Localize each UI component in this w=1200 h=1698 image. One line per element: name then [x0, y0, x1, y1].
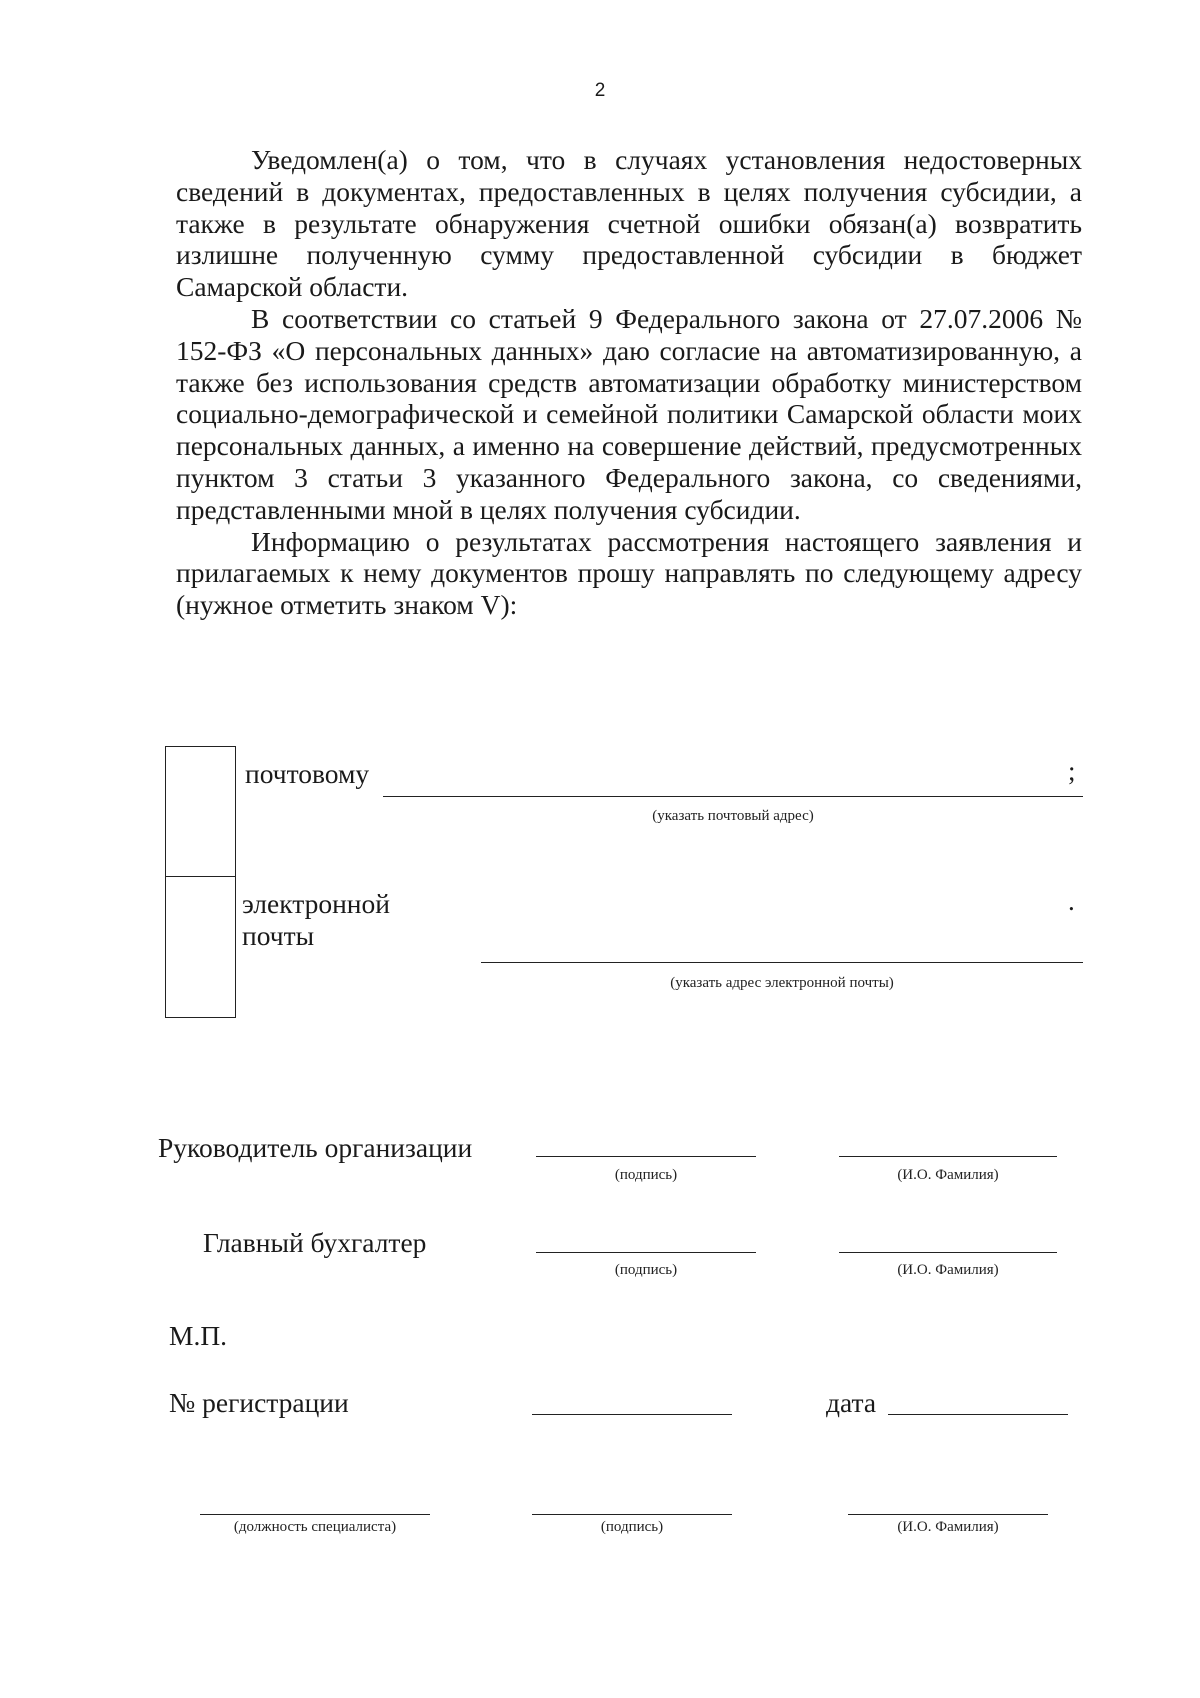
- postal-checkbox[interactable]: [165, 746, 236, 877]
- date-label: дата: [826, 1387, 877, 1418]
- postal-address-caption: (указать почтовый адрес): [652, 808, 814, 824]
- paragraph-refund-notice: Уведомлен(а) о том, что в случаях установления недостоверных сведений в документах, предоставленных в целях получения субсидии, а также в результате обнаружения счетной ошибки обязан(а) возвратить излишне полученную сумму предоставленной субсидии в бюджет Самарской области.: [176, 144, 1082, 303]
- head-signature-caption: (подпись): [614, 1167, 678, 1183]
- email-address-caption: (указать адрес электронной почты): [670, 975, 894, 991]
- registration-number-field[interactable]: [532, 1414, 732, 1415]
- email-period: .: [1068, 886, 1075, 916]
- specialist-position-field[interactable]: [200, 1514, 430, 1515]
- head-name-field[interactable]: [839, 1156, 1057, 1157]
- postal-option-label: почтовому: [245, 758, 370, 789]
- stamp-mark: М.П.: [169, 1320, 228, 1351]
- head-name-caption: (И.О. Фамилия): [897, 1167, 999, 1183]
- specialist-name-field[interactable]: [848, 1514, 1048, 1515]
- specialist-signature-caption: (подпись): [600, 1519, 664, 1535]
- postal-address-field[interactable]: [383, 796, 1083, 797]
- accountant-signature-caption: (подпись): [614, 1262, 678, 1278]
- registration-number-label: № регистрации: [169, 1387, 349, 1418]
- accountant-name-field[interactable]: [839, 1252, 1057, 1253]
- specialist-signature-field[interactable]: [532, 1514, 732, 1515]
- paragraph-personal-data-consent: В соответствии со статьей 9 Федерального закона от 27.07.2006 № 152-ФЗ «О персональных данных» даю согласие на автоматизированную, а также без использования средств автоматизации обработку министерством социально-демографической и семейной политики Самарской области моих персональных данных, а именно на совершение действий, предусмотренных пунктом 3 статьи 3 указанного Федерального закона, со сведениями, представленными мной в целях получения субсидии.: [176, 302, 1082, 525]
- declaration-text: [176, 144, 1082, 621]
- head-of-organization-label: Руководитель организации: [158, 1132, 473, 1163]
- email-address-field[interactable]: [481, 962, 1083, 963]
- specialist-position-caption: (должность специалиста): [233, 1519, 397, 1535]
- email-option-label-line2: почты: [242, 920, 315, 951]
- page-number: 2: [594, 80, 606, 101]
- specialist-name-caption: (И.О. Фамилия): [897, 1519, 999, 1535]
- email-checkbox[interactable]: [165, 876, 236, 1018]
- accountant-name-caption: (И.О. Фамилия): [897, 1262, 999, 1278]
- postal-semicolon: ;: [1068, 756, 1076, 786]
- chief-accountant-label: Главный бухгалтер: [203, 1227, 427, 1258]
- email-option-label-line1: электронной: [242, 888, 390, 919]
- paragraph-delivery-request: Информацию о результатах рассмотрения настоящего заявления и прилагаемых к нему документов прошу направлять по следующему адресу (нужное отметить знаком V):: [176, 525, 1082, 621]
- registration-date-field[interactable]: [888, 1414, 1068, 1415]
- accountant-signature-field[interactable]: [536, 1252, 756, 1253]
- head-signature-field[interactable]: [536, 1156, 756, 1157]
